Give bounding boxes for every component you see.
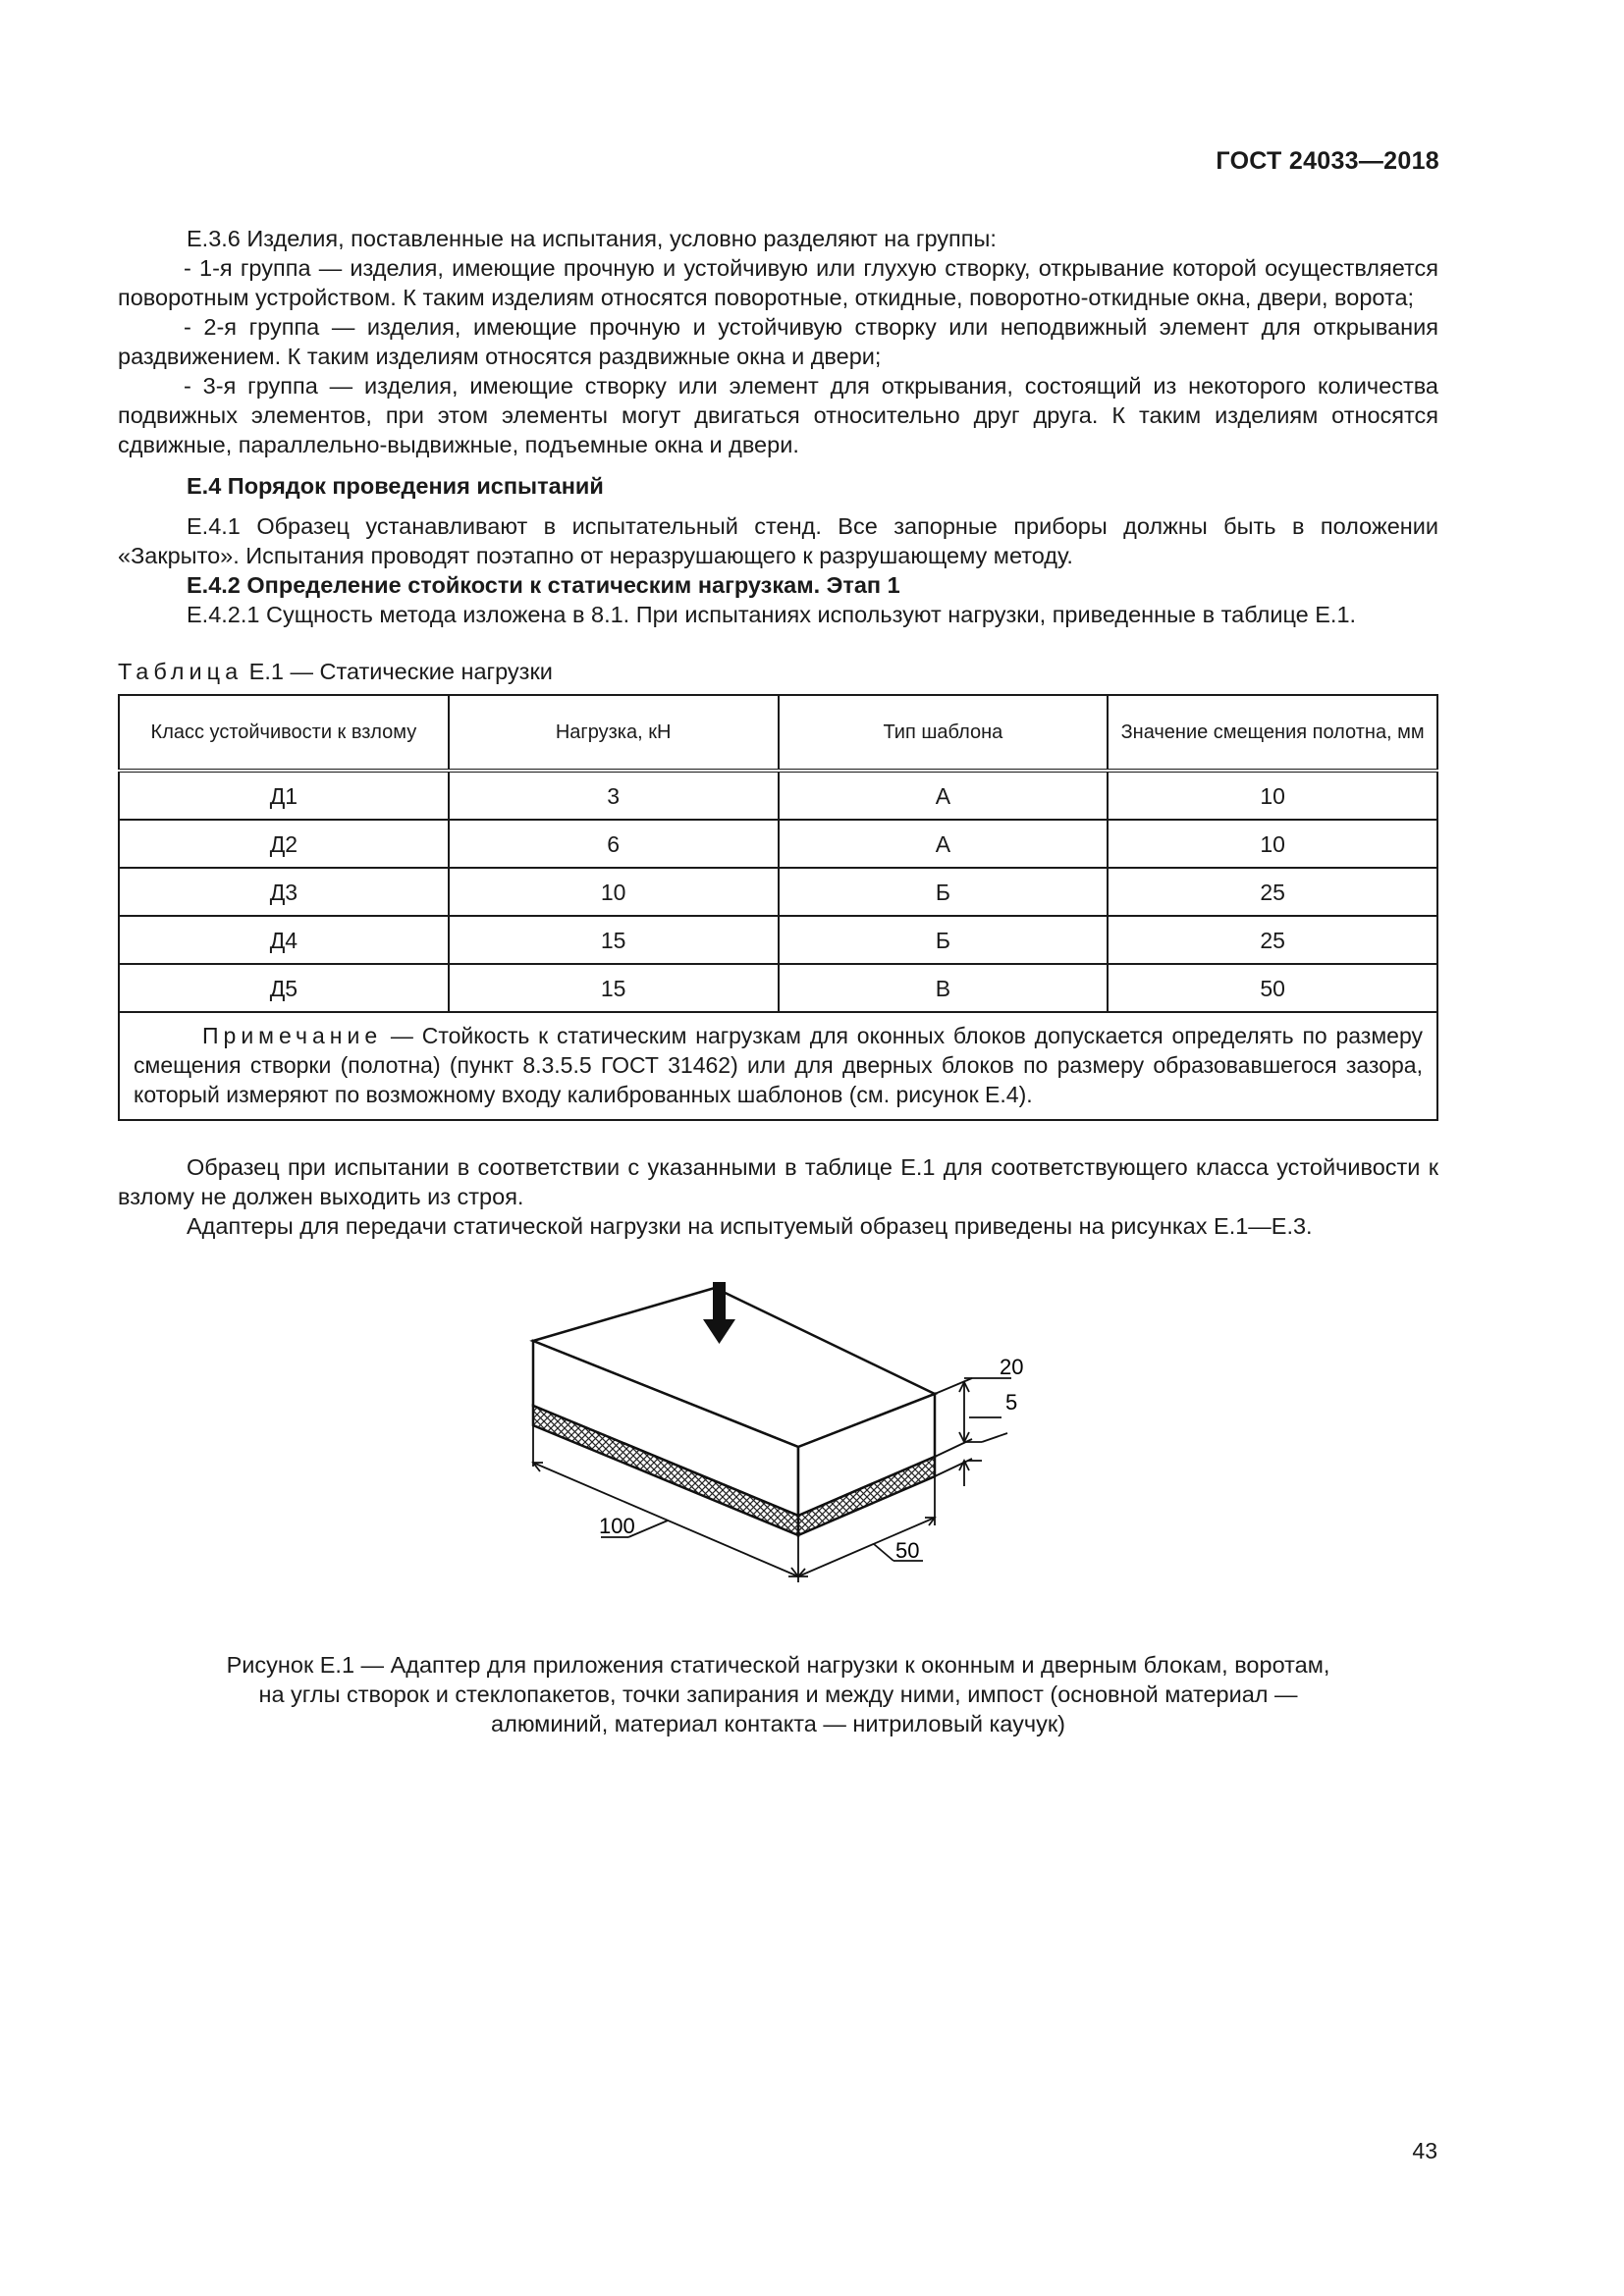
table-row: [119, 916, 1437, 964]
table-row: [119, 771, 1437, 820]
paragraph-after-table-2: Адаптеры для передачи статической нагрузки на испытуемый образец приведены на рисунках Е.1—Е.3.: [187, 1213, 1313, 1239]
table-caption-word: Таблица: [118, 659, 244, 684]
adapter-drawing: [118, 1270, 1438, 1629]
figure-caption-line: алюминий, материал контакта — нитриловый каучук): [491, 1711, 1065, 1736]
table-row: [119, 964, 1437, 1012]
table-caption-text: Е.1 — Статические нагрузки: [243, 659, 553, 684]
column-header: Нагрузка, кН: [449, 695, 779, 771]
table-cell: А: [779, 771, 1109, 820]
static-loads-table: [118, 694, 1438, 1121]
dimension-label-width: 50: [895, 1538, 920, 1563]
table-cell: Б: [779, 916, 1109, 964]
table-row: [119, 868, 1437, 916]
paragraph-after-table-1: Образец при испытании в соответствии с указанными в таблице Е.1 для соответствующего класса устойчивости к взлому не должен выходить из строя.: [118, 1154, 1438, 1209]
table-cell: Д4: [119, 916, 449, 964]
list-item-group-2: - 2-я группа — изделия, имеющие прочную и устойчивую створку или неподвижный элемент для открывания раздвижением. К таким изделиям относятся раздвижные окна и двери;: [118, 314, 1438, 369]
column-header: Тип шаблона: [779, 695, 1109, 771]
table-note-row: [119, 1012, 1437, 1120]
document-header: ГОСТ 24033—2018: [1216, 147, 1439, 175]
page-content: [118, 224, 1438, 1738]
paragraph-e36-intro: Е.3.6 Изделия, поставленные на испытания, условно разделяют на группы:: [187, 226, 997, 251]
list-item-group-3: - 3-я группа — изделия, имеющие створку или элемент для открывания, состоящий из некоторого количества подвижных элементов, при этом элементы могут двигаться относительно друг друга. К таким изделиям относятся сдвижные, параллельно-выдвижные, подъемные окна и двери.: [118, 373, 1438, 457]
figure-adapter: [118, 1270, 1438, 1629]
table-cell: Д3: [119, 868, 449, 916]
table-row: [119, 820, 1437, 868]
section-heading-e4: Е.4 Порядок проведения испытаний: [187, 473, 604, 499]
dimension-height-lines: [935, 1378, 1011, 1486]
table-note: [119, 1012, 1437, 1120]
table-cell: 10: [449, 868, 779, 916]
column-header: Значение смещения полотна, мм: [1108, 695, 1437, 771]
figure-caption-line: Рисунок Е.1 — Адаптер для приложения статической нагрузки к оконным и дверным блокам, воротам,: [226, 1652, 1330, 1678]
table-cell: А: [779, 820, 1109, 868]
dimension-label-height-contact: 5: [1005, 1390, 1018, 1415]
dimension-label-length: 100: [599, 1514, 635, 1538]
table-cell: 10: [1108, 771, 1437, 820]
table-cell: 50: [1108, 964, 1437, 1012]
table-cell: 15: [449, 916, 779, 964]
dimension-label-height-top: 20: [1000, 1355, 1024, 1379]
table-note-text: — Стойкость к статическим нагрузкам для оконных блоков допускается определять по размеру смещения створки (полотна) (пункт 8.3.5.5 ГОСТ 31462) или для дверных блоков по размеру образовавшегося зазора, который измеряют по возможному входу калиброванных шаблонов (см. рисунок Е.4).: [134, 1023, 1423, 1107]
table-cell: Д1: [119, 771, 449, 820]
table-cell: 6: [449, 820, 779, 868]
table-caption: [118, 657, 1438, 686]
table-cell: В: [779, 964, 1109, 1012]
page-number: 43: [1412, 2138, 1437, 2163]
table-cell: 10: [1108, 820, 1437, 868]
table-cell: 25: [1108, 868, 1437, 916]
table-cell: 15: [449, 964, 779, 1012]
table-header-row: [119, 695, 1437, 771]
table-note-label: Примечание: [202, 1023, 383, 1048]
paragraph-e421: Е.4.2.1 Сущность метода изложена в 8.1. При испытаниях используют нагрузки, приведенные в таблице Е.1.: [187, 602, 1357, 627]
table-cell: Д2: [119, 820, 449, 868]
table-cell: 25: [1108, 916, 1437, 964]
table-cell: Д5: [119, 964, 449, 1012]
subheading-e42: Е.4.2 Определение стойкости к статическим нагрузкам. Этап 1: [187, 572, 900, 598]
table-cell: 3: [449, 771, 779, 820]
list-item-group-1: - 1-я группа — изделия, имеющие прочную и устойчивую или глухую створку, открывание которой осуществляется поворотным устройством. К таким изделиям относятся поворотные, откидные, поворотно-откидные окна, двери, ворота;: [118, 255, 1438, 310]
paragraph-e41: Е.4.1 Образец устанавливают в испытательный стенд. Все запорные приборы должны быть в положении «Закрыто». Испытания проводят поэтапно от неразрушающего к разрушающему методу.: [118, 513, 1438, 568]
figure-caption: [118, 1650, 1438, 1738]
table-cell: Б: [779, 868, 1109, 916]
figure-caption-line: на углы створок и стеклопакетов, точки запирания и между ними, импост (основной материал —: [258, 1682, 1298, 1707]
column-header: Класс устойчивости к взлому: [119, 695, 449, 771]
